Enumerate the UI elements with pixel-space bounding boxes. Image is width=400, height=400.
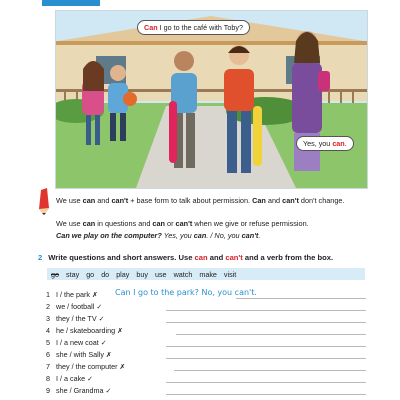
word-box-item: make: [199, 269, 217, 279]
example-keyword: can: [193, 231, 207, 240]
word-box-item: do: [101, 269, 110, 279]
word-box-item: visit: [223, 269, 237, 279]
example-question: Can we play on the computer?: [56, 231, 162, 240]
rule-text: in questions and: [95, 219, 153, 228]
item-prompt: they / the computer ✗: [56, 362, 126, 371]
instruction-keyword: can't: [225, 253, 243, 262]
item-prompt: I / the park ✗: [56, 290, 98, 299]
rule-keyword: can't: [282, 196, 299, 205]
item-number: 3: [46, 314, 50, 323]
pencil-icon: [37, 188, 51, 216]
exercise-item: [46, 374, 366, 385]
bubble-answer-can: can: [332, 139, 345, 148]
instruction-text: and a verb from the box.: [242, 253, 334, 262]
word-box-item: stay: [66, 269, 80, 279]
word-box-item: buy: [136, 269, 148, 279]
header-bar: [42, 0, 100, 6]
item-prompt: we / football ✓: [56, 302, 103, 311]
answer-line[interactable]: [166, 358, 366, 359]
rule-text: and: [95, 196, 112, 205]
example-text: .: [258, 231, 261, 240]
item-number: 7: [46, 362, 50, 371]
answer-line[interactable]: [166, 382, 366, 383]
rule-text: We use: [56, 196, 83, 205]
item-number: 1: [46, 290, 50, 299]
item-number: 5: [46, 338, 50, 347]
answer-line[interactable]: [166, 310, 366, 311]
bubble-answer-post: .: [344, 139, 347, 148]
answer-line[interactable]: [166, 322, 366, 323]
rule-text: or: [165, 219, 176, 228]
item-prompt: he / skateboarding ✗: [56, 326, 124, 335]
instruction-keyword: can: [194, 253, 208, 262]
item-number: 9: [46, 386, 50, 395]
answer-line[interactable]: [176, 334, 366, 335]
answer-line: [236, 298, 366, 299]
rule-keyword: can: [152, 219, 165, 228]
rule-keyword: Can: [252, 196, 266, 205]
scene-drawing: [56, 11, 367, 188]
word-box-item: play: [116, 269, 130, 279]
item-number: 4: [46, 326, 50, 335]
grammar-rule-1: [56, 196, 366, 205]
scene-illustration: [55, 10, 368, 189]
bubble-question-text: I go to the café with Toby?: [157, 23, 243, 32]
instruction-text: and: [207, 253, 226, 262]
rule-text: when we give or refuse permission.: [192, 219, 309, 228]
example-text: Yes, you: [161, 231, 194, 240]
instruction-text: Write questions and short answers. Use: [48, 253, 195, 262]
item-number: 2: [46, 302, 50, 311]
rule-keyword: can't: [111, 196, 129, 205]
item-number: 8: [46, 374, 50, 383]
item-prompt: I / a cake ✓: [56, 374, 94, 383]
grammar-rule-2: [56, 219, 366, 228]
answer-line[interactable]: [174, 370, 366, 371]
rule-text: and: [265, 196, 283, 205]
exercise-item: [46, 302, 366, 313]
example-text: . / No, you: [206, 231, 242, 240]
answer-line[interactable]: [166, 394, 366, 395]
exercise-item: [46, 362, 366, 373]
item-number: 6: [46, 350, 50, 359]
exercise-number: 2: [38, 253, 43, 262]
bubble-answer-pre: Yes, you: [303, 139, 333, 148]
rule-keyword: can: [82, 196, 96, 205]
exercise-item: [46, 290, 366, 301]
word-box-item: go: [86, 269, 95, 279]
example-keyword: can't: [241, 231, 259, 240]
speech-bubble-answer: [296, 136, 354, 151]
word-box-item: use: [154, 269, 167, 279]
answer-line[interactable]: [166, 346, 366, 347]
item-prompt: I / a new coat ✓: [56, 338, 107, 347]
rule-text: + base form to talk about permission.: [128, 196, 253, 205]
exercise-item: [46, 350, 366, 361]
exercise-instruction: [38, 253, 378, 262]
word-box: [47, 268, 365, 280]
word-box-item: go: [51, 269, 59, 279]
item-prompt: she / Grandma ✓: [56, 386, 112, 395]
exercise-item: [46, 314, 366, 325]
answer-field[interactable]: Can I go to the park? No, you can't.: [115, 288, 257, 297]
word-box-item: watch: [173, 269, 193, 279]
rule-keyword: can't: [175, 219, 193, 228]
bubble-question-can: Can: [144, 23, 158, 32]
rule-keyword: can: [82, 219, 96, 228]
rule-text: We use: [56, 219, 83, 228]
exercise-item: [46, 386, 366, 397]
exercise-item: [46, 326, 366, 337]
item-prompt: she / with Sally ✗: [56, 350, 112, 359]
grammar-example: [56, 231, 366, 240]
item-prompt: they / the TV ✓: [56, 314, 105, 323]
exercise-item: [46, 338, 366, 349]
speech-bubble-question: [137, 20, 250, 35]
rule-text: don't change.: [298, 196, 345, 205]
